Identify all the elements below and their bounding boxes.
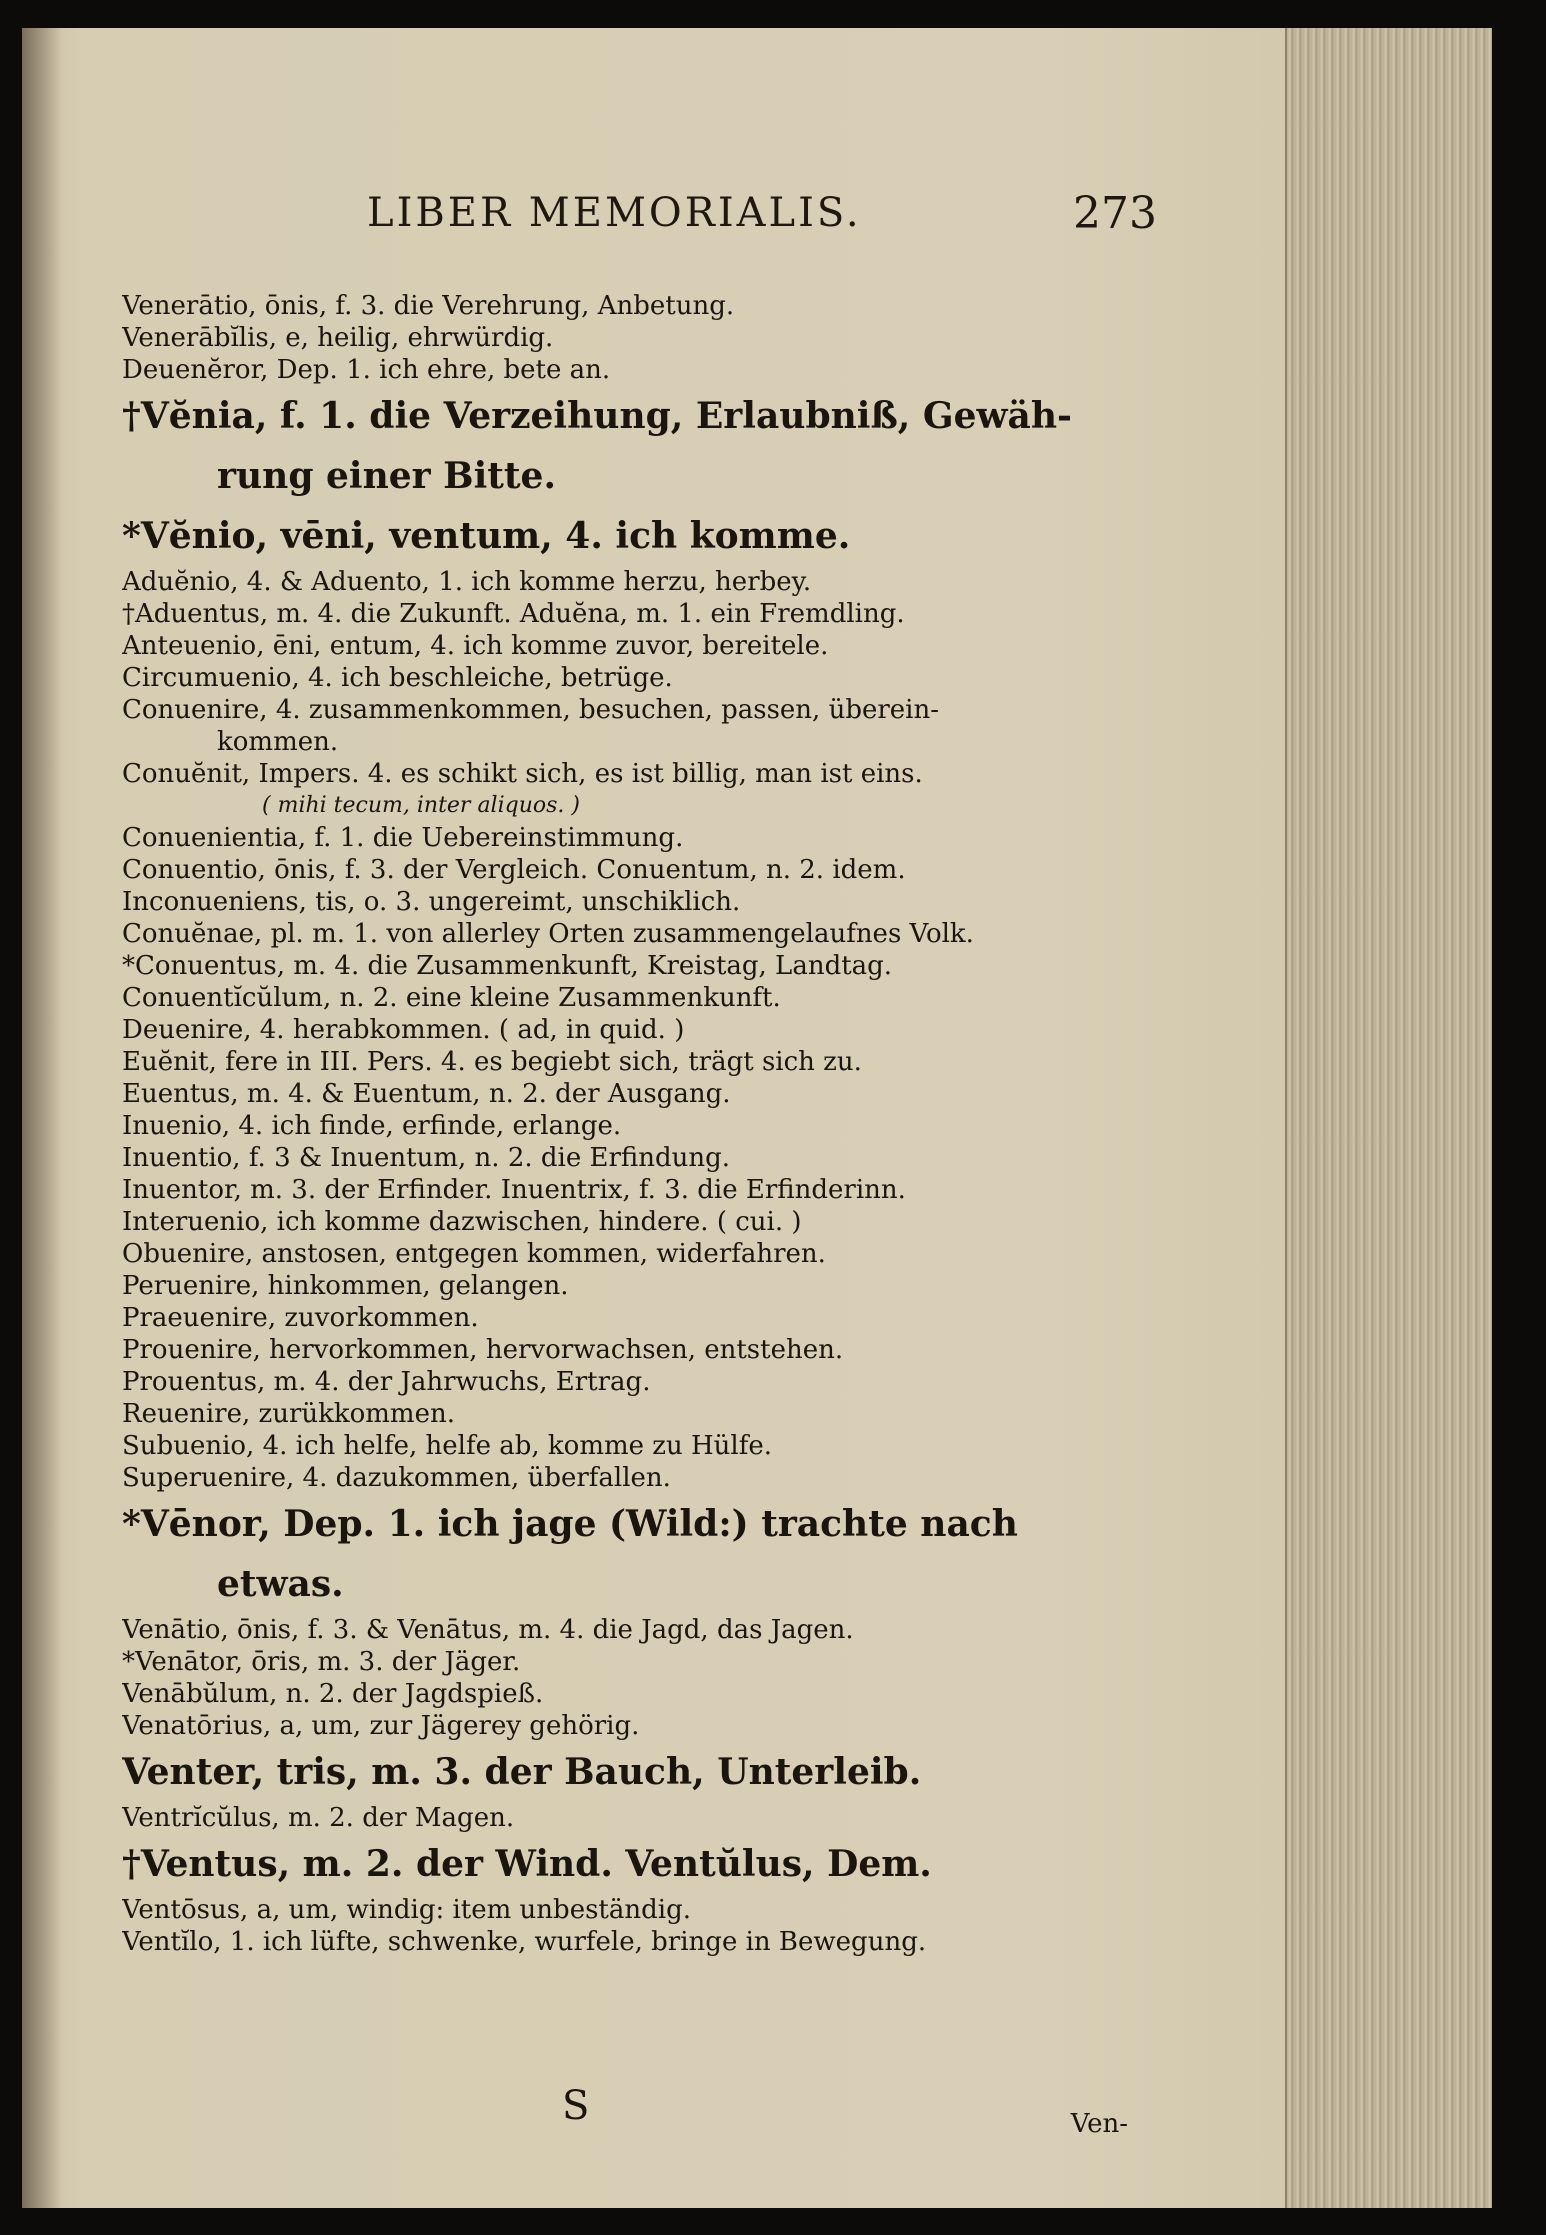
headword-entry: †Vĕnia, f. 1. die Verzeihung, Erlaubniß, Gewäh- [122,395,1072,437]
page-edges [1285,28,1492,2208]
entry-line: ( mihi tecum, inter aliquos. ) [262,793,580,818]
entry-line: Inuenio, 4. ich finde, erfinde, erlange. [122,1111,622,1141]
entry-line: Venābŭlum, n. 2. der Jagdspieß. [122,1679,544,1709]
page-number: 273 [1073,188,1157,239]
entry-line: *Conuentus, m. 4. die Zusammenkunft, Kreistag, Landtag. [122,951,893,981]
entry-line: Circumuenio, 4. ich beschleiche, betrüge. [122,663,673,693]
entry-line: Inuentor, m. 3. der Erfinder. Inuentrix, f. 3. die Erfinderinn. [122,1175,906,1205]
entry-line: Conuentio, ōnis, f. 3. der Vergleich. Conuentum, n. 2. idem. [122,855,906,885]
entry-line: Ventĭlo, 1. ich lüfte, schwenke, wurfele, bringe in Bewegung. [122,1927,927,1957]
dictionary-entries [122,290,1122,1958]
entry-line: Interuenio, ich komme dazwischen, hindere. ( cui. ) [122,1207,802,1237]
entry-line: Obuenire, anstosen, entgegen kommen, widerfahren. [122,1239,826,1269]
headword-entry: †Ventus, m. 2. der Wind. Ventŭlus, Dem. [122,1843,932,1885]
entry-line: Reuenire, zurükkommen. [122,1399,455,1429]
headword-entry: rung einer Bitte. [217,455,556,497]
entry-line: Aduĕnio, 4. & Aduento, 1. ich komme herzu, herbey. [122,567,812,597]
entry-line: Praeuenire, zuvorkommen. [122,1303,479,1333]
entry-line: *Venātor, ōris, m. 3. der Jäger. [122,1647,521,1677]
spine-shadow [22,28,62,2208]
signature-mark: S [562,2083,590,2129]
entry-line: Euĕnit, fere in III. Pers. 4. es begiebt sich, trägt sich zu. [122,1047,862,1077]
headword-entry: Venter, tris, m. 3. der Bauch, Unterleib. [122,1751,922,1793]
headword-entry: *Vēnor, Dep. 1. ich jage (Wild:) trachte nach [122,1503,1018,1545]
entry-line: Ventrĭcŭlus, m. 2. der Magen. [122,1803,515,1833]
entry-line: Conuentĭcŭlum, n. 2. eine kleine Zusammenkunft. [122,983,781,1013]
entry-line: Venerābĭlis, e, heilig, ehrwürdig. [122,323,554,353]
entry-line: Peruenire, hinkommen, gelangen. [122,1271,569,1301]
catchword: Ven- [1070,2109,1128,2139]
page-footer [122,2083,1128,2163]
entry-line: Conuĕnit, Impers. 4. es schikt sich, es ist billig, man ist eins. [122,759,923,789]
entry-line: Anteuenio, ēni, entum, 4. ich komme zuvor, bereitele. [122,631,829,661]
entry-line: Subuenio, 4. ich helfe, helfe ab, komme zu Hülfe. [122,1431,772,1461]
entry-line: Venatōrius, a, um, zur Jägerey gehörig. [122,1711,640,1741]
entry-line: Prouentus, m. 4. der Jahrwuchs, Ertrag. [122,1367,651,1397]
entry-line: Deuenĕror, Dep. 1. ich ehre, bete an. [122,355,611,385]
entry-line: Venātio, ōnis, f. 3. & Venātus, m. 4. die Jagd, das Jagen. [122,1615,854,1645]
headword-entry: etwas. [217,1563,344,1605]
running-title: LIBER MEMORIALIS. [367,190,862,236]
entry-line: Conuenire, 4. zusammenkommen, besuchen, passen, überein- [122,695,940,725]
entry-line: Euentus, m. 4. & Euentum, n. 2. der Ausgang. [122,1079,731,1109]
entry-line: Deuenire, 4. herabkommen. ( ad, in quid. ) [122,1015,685,1045]
entry-line: Conuĕnae, pl. m. 1. von allerley Orten zusammengelaufnes Volk. [122,919,974,949]
book-page [22,28,1492,2208]
page-header [367,180,1157,250]
entry-line: Ventōsus, a, um, windig: item unbeständig. [122,1895,691,1925]
entry-line: †Aduentus, m. 4. die Zukunft. Aduĕna, m. 1. ein Fremdling. [122,599,905,629]
entry-line: Venerātio, ōnis, f. 3. die Verehrung, Anbetung. [122,291,735,321]
headword-entry: *Vĕnio, vēni, ventum, 4. ich komme. [122,515,851,557]
entry-line: Superuenire, 4. dazukommen, überfallen. [122,1463,671,1493]
entry-line: kommen. [217,727,339,757]
entry-line: Prouenire, hervorkommen, hervorwachsen, entstehen. [122,1335,844,1365]
entry-line: Inuentio, f. 3 & Inuentum, n. 2. die Erfindung. [122,1143,731,1173]
entry-line: Inconueniens, tis, o. 3. ungereimt, unschiklich. [122,887,741,917]
entry-line: Conuenientia, f. 1. die Uebereinstimmung. [122,823,684,853]
